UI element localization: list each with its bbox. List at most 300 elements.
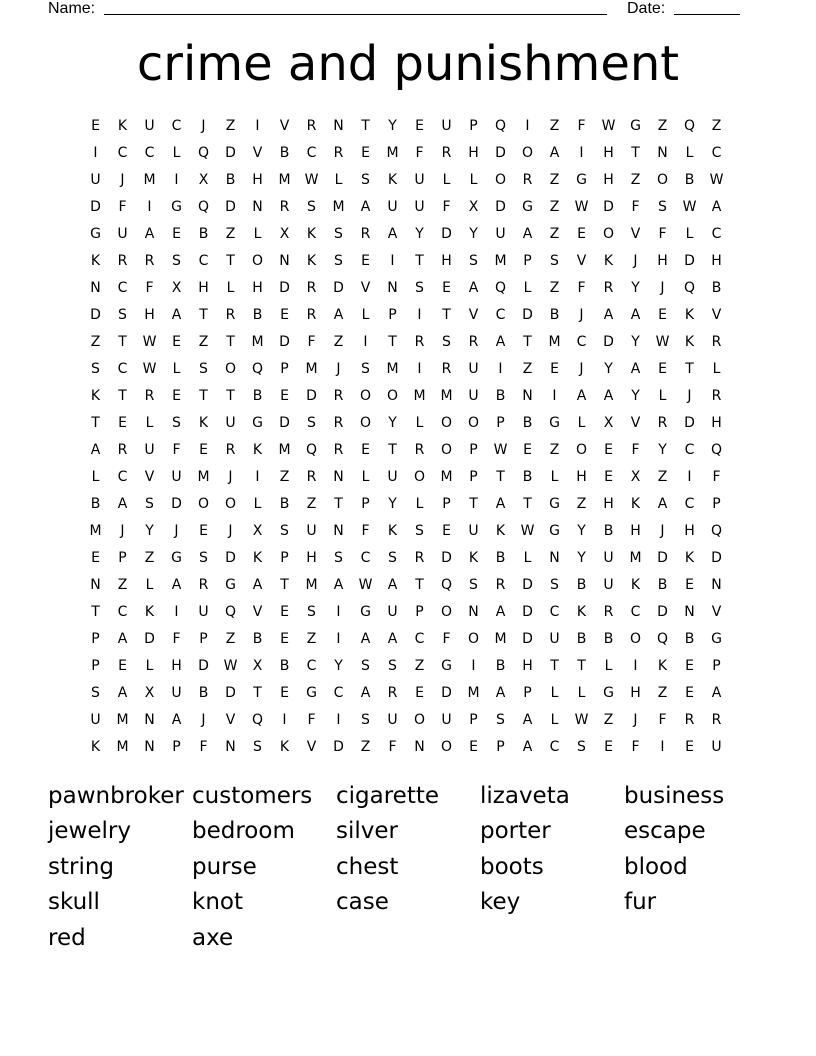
grid-letter: C: [630, 603, 641, 620]
grid-letter: R: [387, 684, 398, 701]
grid-letter: U: [441, 711, 452, 728]
grid-letter: U: [144, 441, 155, 458]
grid-letter: C: [306, 144, 317, 161]
grid-letter: R: [333, 144, 344, 161]
grid-letter: I: [93, 144, 98, 161]
grid-letter: E: [658, 360, 667, 377]
grid-letter: R: [144, 252, 155, 269]
grid-letter: T: [226, 252, 235, 269]
grid-letter: D: [225, 549, 236, 566]
grid-letter: B: [657, 576, 668, 593]
grid-letter: K: [603, 252, 614, 269]
grid-letter: K: [306, 252, 317, 269]
grid-letter: E: [604, 468, 613, 485]
grid-letter: B: [252, 387, 263, 404]
grid-letter: V: [711, 306, 722, 323]
grid-letter: D: [711, 549, 722, 566]
grid-letter: W: [520, 522, 535, 539]
word-list-item: key: [480, 889, 521, 916]
grid-letter: A: [333, 306, 344, 323]
grid-letter: S: [550, 576, 559, 593]
grid-letter: K: [387, 171, 398, 188]
grid-letter: P: [91, 657, 100, 674]
grid-letter: L: [685, 225, 694, 242]
grid-letter: L: [550, 684, 559, 701]
grid-letter: X: [252, 657, 263, 674]
grid-letter: E: [172, 333, 181, 350]
grid-letter: N: [468, 603, 479, 620]
grid-letter: R: [306, 117, 317, 134]
grid-letter: E: [172, 387, 181, 404]
grid-letter: C: [711, 225, 722, 242]
grid-letter: P: [442, 495, 451, 512]
grid-letter: B: [279, 657, 290, 674]
grid-letter: L: [172, 360, 181, 377]
grid-letter: T: [496, 468, 505, 485]
grid-letter: J: [201, 117, 206, 134]
grid-letter: F: [415, 144, 424, 161]
grid-letter: S: [334, 549, 343, 566]
grid-letter: T: [91, 603, 100, 620]
grid-letter: P: [172, 738, 181, 755]
grid-letter: R: [657, 414, 668, 431]
grid-letter: G: [522, 198, 533, 215]
grid-letter: E: [577, 225, 586, 242]
grid-letter: U: [468, 387, 479, 404]
grid-letter: E: [442, 522, 451, 539]
grid-letter: A: [657, 495, 668, 512]
grid-letter: D: [495, 144, 506, 161]
grid-letter: G: [630, 117, 641, 134]
grid-letter: I: [390, 252, 395, 269]
grid-letter: Z: [414, 657, 425, 674]
grid-letter: U: [468, 360, 479, 377]
grid-letter: M: [494, 252, 507, 269]
grid-letter: M: [251, 333, 264, 350]
grid-letter: X: [603, 414, 614, 431]
grid-letter: B: [603, 522, 614, 539]
grid-letter: C: [117, 144, 128, 161]
grid-letter: P: [712, 495, 721, 512]
grid-letter: O: [656, 171, 669, 188]
grid-letter: M: [116, 711, 129, 728]
grid-letter: G: [603, 684, 614, 701]
grid-letter: Z: [522, 360, 533, 377]
grid-letter: M: [440, 387, 453, 404]
grid-letter: S: [469, 576, 478, 593]
grid-letter: R: [117, 441, 128, 458]
grid-letter: H: [630, 522, 641, 539]
grid-letter: Z: [549, 117, 560, 134]
grid-letter: B: [684, 171, 695, 188]
grid-letter: T: [388, 441, 397, 458]
grid-letter: Z: [117, 576, 128, 593]
grid-letter: M: [197, 468, 210, 485]
grid-letter: I: [498, 360, 503, 377]
grid-letter: M: [386, 144, 399, 161]
grid-letter: G: [549, 522, 560, 539]
grid-letter: L: [577, 684, 586, 701]
grid-letter: Q: [197, 144, 210, 161]
grid-letter: N: [333, 522, 344, 539]
grid-letter: L: [523, 279, 532, 296]
grid-letter: M: [440, 468, 453, 485]
grid-letter: P: [469, 117, 478, 134]
grid-letter: D: [198, 657, 209, 674]
word-list-item: lizaveta: [480, 782, 570, 809]
grid-letter: M: [629, 549, 642, 566]
grid-letter: A: [576, 387, 587, 404]
grid-letter: S: [307, 414, 316, 431]
grid-letter: B: [279, 495, 290, 512]
grid-letter: S: [145, 495, 154, 512]
grid-letter: X: [198, 171, 209, 188]
grid-letter: R: [414, 333, 425, 350]
grid-letter: G: [360, 603, 371, 620]
grid-letter: L: [604, 657, 613, 674]
grid-letter: C: [576, 333, 587, 350]
grid-letter: D: [225, 684, 236, 701]
grid-letter: U: [171, 468, 182, 485]
grid-letter: K: [495, 522, 506, 539]
grid-letter: I: [363, 333, 368, 350]
grid-letter: G: [711, 630, 722, 647]
grid-letter: Y: [415, 225, 424, 242]
grid-letter: R: [495, 576, 506, 593]
grid-letter: H: [198, 279, 209, 296]
word-list-item: fur: [624, 889, 657, 916]
grid-letter: H: [441, 252, 452, 269]
grid-letter: R: [711, 333, 722, 350]
grid-letter: J: [120, 171, 125, 188]
grid-letter: X: [252, 522, 263, 539]
grid-letter: V: [279, 117, 290, 134]
grid-letter: O: [224, 360, 237, 377]
grid-letter: L: [145, 657, 154, 674]
grid-letter: G: [576, 171, 587, 188]
grid-letter: B: [522, 468, 533, 485]
grid-letter: E: [442, 279, 451, 296]
grid-letter: T: [118, 333, 127, 350]
grid-letter: Z: [549, 441, 560, 458]
grid-letter: O: [602, 225, 615, 242]
grid-letter: W: [142, 360, 157, 377]
grid-letter: F: [442, 630, 451, 647]
grid-letter: L: [145, 414, 154, 431]
grid-letter: U: [711, 738, 722, 755]
grid-letter: N: [414, 738, 425, 755]
grid-letter: N: [333, 468, 344, 485]
grid-letter: T: [253, 684, 262, 701]
grid-letter: J: [579, 306, 584, 323]
grid-letter: C: [495, 306, 506, 323]
grid-letter: R: [711, 387, 722, 404]
grid-letter: D: [603, 333, 614, 350]
grid-letter: E: [91, 549, 100, 566]
grid-letter: C: [117, 603, 128, 620]
grid-letter: L: [550, 468, 559, 485]
grid-letter: S: [118, 306, 127, 323]
grid-letter: S: [442, 333, 451, 350]
grid-letter: R: [711, 711, 722, 728]
grid-letter: U: [603, 576, 614, 593]
word-list-item: purse: [192, 853, 257, 880]
grid-letter: H: [252, 171, 263, 188]
grid-letter: O: [224, 495, 237, 512]
grid-letter: Q: [656, 630, 669, 647]
grid-letter: E: [550, 360, 559, 377]
grid-letter: A: [360, 684, 371, 701]
grid-letter: Q: [683, 117, 696, 134]
grid-letter: H: [603, 171, 614, 188]
grid-letter: N: [387, 279, 398, 296]
grid-letter: P: [280, 549, 289, 566]
grid-letter: N: [711, 576, 722, 593]
grid-letter: U: [117, 225, 128, 242]
grid-letter: D: [522, 630, 533, 647]
grid-letter: C: [306, 657, 317, 674]
grid-letter: D: [441, 549, 452, 566]
grid-letter: Q: [494, 117, 507, 134]
grid-letter: F: [307, 711, 316, 728]
grid-letter: R: [522, 171, 533, 188]
grid-letter: F: [631, 738, 640, 755]
grid-letter: Q: [251, 711, 264, 728]
grid-letter: P: [496, 414, 505, 431]
grid-letter: B: [576, 630, 587, 647]
grid-letter: E: [469, 738, 478, 755]
grid-letter: A: [360, 198, 371, 215]
grid-letter: Q: [710, 441, 723, 458]
grid-letter: N: [657, 144, 668, 161]
grid-letter: A: [495, 684, 506, 701]
grid-letter: S: [199, 549, 208, 566]
grid-letter: P: [523, 252, 532, 269]
grid-letter: J: [633, 252, 638, 269]
grid-letter: E: [361, 252, 370, 269]
grid-letter: R: [360, 225, 371, 242]
grid-letter: C: [144, 144, 155, 161]
grid-letter: R: [144, 387, 155, 404]
grid-letter: O: [386, 387, 399, 404]
grid-letter: L: [361, 306, 370, 323]
grid-letter: S: [361, 657, 370, 674]
grid-letter: R: [198, 576, 209, 593]
name-label: Name:: [48, 0, 96, 17]
grid-letter: G: [252, 414, 263, 431]
grid-letter: L: [415, 414, 424, 431]
grid-letter: Z: [225, 225, 236, 242]
grid-letter: E: [658, 306, 667, 323]
grid-letter: R: [684, 711, 695, 728]
grid-letter: L: [712, 360, 721, 377]
grid-letter: H: [630, 684, 641, 701]
grid-letter: T: [226, 387, 235, 404]
grid-letter: L: [361, 468, 370, 485]
grid-letter: O: [251, 252, 264, 269]
grid-letter: U: [90, 171, 101, 188]
grid-letter: P: [91, 630, 100, 647]
grid-letter: I: [282, 711, 287, 728]
grid-letter: S: [658, 198, 667, 215]
grid-letter: B: [603, 630, 614, 647]
grid-letter: B: [495, 549, 506, 566]
grid-letter: R: [603, 279, 614, 296]
letter-grid: [82, 112, 730, 760]
grid-letter: A: [630, 360, 641, 377]
grid-letter: U: [441, 117, 452, 134]
grid-letter: Y: [469, 225, 478, 242]
grid-letter: C: [117, 279, 128, 296]
grid-letter: V: [711, 603, 722, 620]
grid-letter: O: [521, 144, 534, 161]
grid-letter: Y: [631, 333, 640, 350]
grid-letter: D: [171, 495, 182, 512]
grid-letter: L: [253, 225, 262, 242]
grid-letter: H: [603, 495, 614, 512]
grid-letter: I: [336, 630, 341, 647]
grid-letter: A: [549, 144, 560, 161]
grid-letter: F: [442, 198, 451, 215]
grid-letter: G: [441, 657, 452, 674]
grid-letter: D: [522, 576, 533, 593]
grid-letter: L: [172, 144, 181, 161]
grid-letter: P: [523, 684, 532, 701]
grid-letter: E: [118, 657, 127, 674]
grid-letter: D: [306, 387, 317, 404]
grid-letter: D: [279, 414, 290, 431]
word-list-item: business: [624, 782, 725, 809]
grid-letter: V: [630, 225, 641, 242]
grid-letter: G: [225, 576, 236, 593]
grid-letter: E: [604, 441, 613, 458]
grid-letter: E: [523, 441, 532, 458]
grid-letter: I: [174, 171, 179, 188]
grid-letter: S: [577, 738, 586, 755]
grid-letter: H: [576, 468, 587, 485]
grid-letter: M: [278, 441, 291, 458]
grid-letter: L: [577, 414, 586, 431]
grid-letter: D: [684, 252, 695, 269]
name-blank-line[interactable]: [104, 14, 607, 15]
grid-letter: T: [334, 495, 343, 512]
grid-letter: A: [522, 738, 533, 755]
word-list-item: string: [48, 853, 115, 880]
grid-letter: E: [415, 684, 424, 701]
grid-letter: T: [442, 306, 451, 323]
grid-letter: U: [198, 603, 209, 620]
grid-letter: K: [657, 657, 668, 674]
grid-letter: R: [306, 306, 317, 323]
grid-letter: Z: [657, 684, 668, 701]
grid-letter: M: [305, 576, 318, 593]
grid-letter: E: [685, 576, 694, 593]
grid-letter: S: [172, 252, 181, 269]
grid-letter: B: [252, 306, 263, 323]
grid-letter: H: [684, 522, 695, 539]
grid-letter: B: [225, 171, 236, 188]
date-blank-line[interactable]: [674, 14, 740, 15]
grid-letter: Z: [711, 117, 722, 134]
word-list-item: case: [336, 889, 389, 916]
grid-letter: A: [144, 225, 155, 242]
grid-letter: E: [172, 225, 181, 242]
grid-letter: E: [361, 144, 370, 161]
word-list-item: bedroom: [192, 818, 295, 845]
grid-letter: W: [655, 333, 670, 350]
grid-letter: E: [415, 117, 424, 134]
grid-letter: Z: [360, 738, 371, 755]
grid-letter: A: [603, 387, 614, 404]
word-list-item: red: [48, 924, 86, 951]
grid-letter: K: [252, 549, 263, 566]
grid-letter: L: [550, 711, 559, 728]
grid-letter: Y: [604, 360, 613, 377]
grid-letter: Z: [225, 117, 236, 134]
grid-letter: W: [142, 333, 157, 350]
grid-letter: E: [199, 522, 208, 539]
grid-letter: L: [469, 171, 478, 188]
grid-letter: E: [118, 414, 127, 431]
grid-letter: P: [388, 306, 397, 323]
grid-letter: N: [144, 711, 155, 728]
grid-letter: V: [252, 144, 263, 161]
grid-letter: E: [280, 630, 289, 647]
grid-letter: O: [440, 441, 453, 458]
grid-letter: G: [549, 495, 560, 512]
grid-letter: M: [467, 684, 480, 701]
grid-letter: Z: [603, 711, 614, 728]
grid-letter: Y: [388, 414, 397, 431]
grid-letter: R: [306, 279, 317, 296]
grid-letter: T: [577, 657, 586, 674]
grid-letter: I: [579, 144, 584, 161]
grid-letter: S: [172, 414, 181, 431]
grid-letter: L: [685, 144, 694, 161]
grid-letter: I: [660, 738, 665, 755]
grid-letter: S: [496, 711, 505, 728]
grid-letter: F: [577, 117, 586, 134]
grid-letter: Z: [630, 171, 641, 188]
grid-letter: E: [361, 441, 370, 458]
grid-letter: G: [171, 549, 182, 566]
grid-letter: I: [147, 198, 152, 215]
grid-letter: D: [657, 549, 668, 566]
grid-letter: J: [201, 711, 206, 728]
grid-letter: J: [633, 711, 638, 728]
grid-letter: U: [468, 522, 479, 539]
grid-letter: P: [469, 468, 478, 485]
grid-letter: W: [601, 117, 616, 134]
grid-letter: Y: [631, 387, 640, 404]
puzzle-title: crime and punishment: [136, 36, 680, 92]
grid-letter: W: [304, 171, 319, 188]
grid-letter: L: [442, 171, 451, 188]
grid-letter: B: [198, 684, 209, 701]
grid-letter: C: [333, 684, 344, 701]
grid-letter: R: [441, 144, 452, 161]
grid-letter: Q: [305, 441, 318, 458]
grid-letter: R: [225, 441, 236, 458]
grid-letter: S: [388, 657, 397, 674]
grid-letter: F: [172, 441, 181, 458]
word-list: [48, 778, 768, 956]
grid-letter: T: [523, 495, 532, 512]
grid-letter: E: [280, 306, 289, 323]
grid-letter: A: [711, 198, 722, 215]
grid-letter: R: [333, 414, 344, 431]
grid-letter: B: [576, 576, 587, 593]
